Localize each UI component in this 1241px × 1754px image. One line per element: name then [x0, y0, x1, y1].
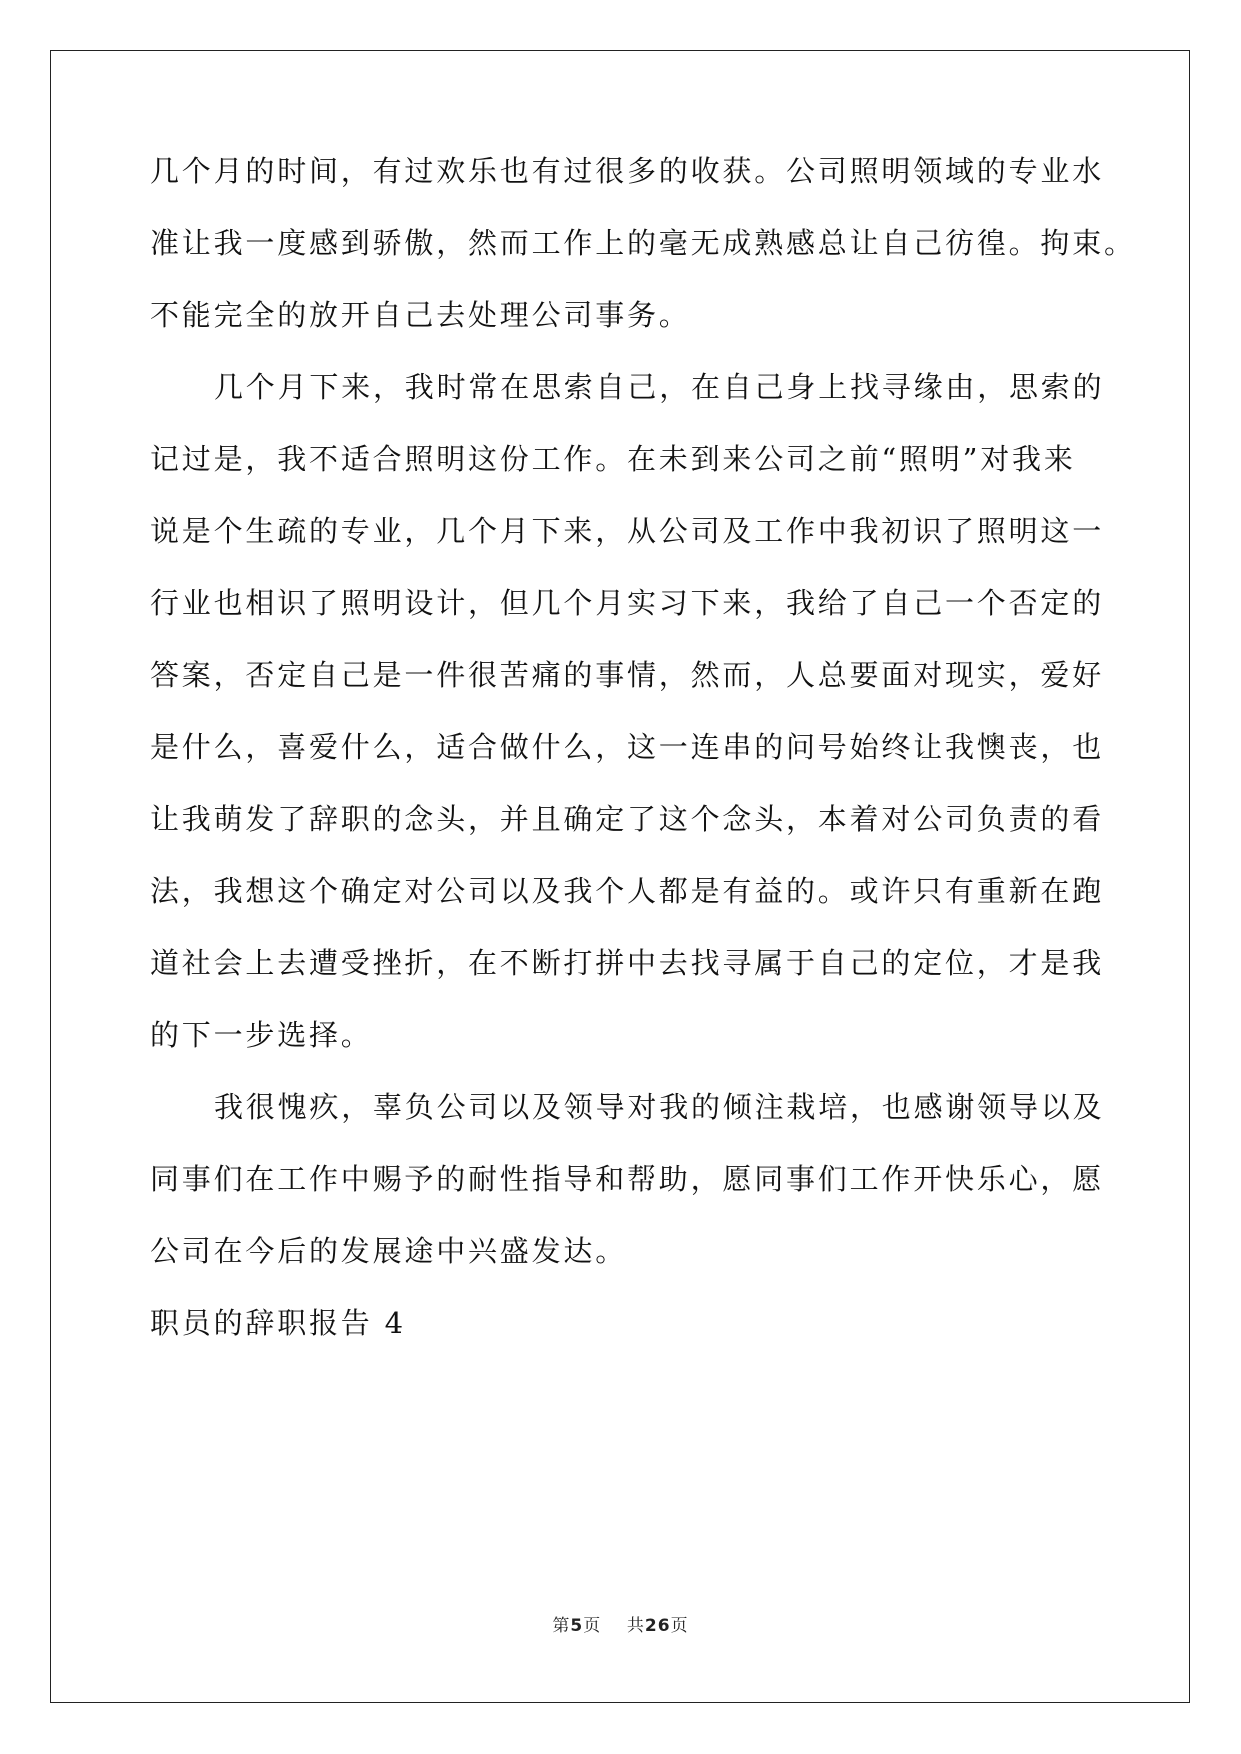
page-suffix: 页 [583, 1616, 602, 1636]
paragraph-line: 不能完全的放开自己去处理公司事务。 [150, 298, 691, 332]
section-heading: 职员的辞职报告 4 [150, 1306, 406, 1340]
paragraph-line: 行业也相识了照明设计，但几个月实习下来，我给了自己一个否定的 [150, 586, 1105, 620]
section-heading-block [150, 1287, 1090, 1359]
paragraph-line: 道社会上去遭受挫折，在不断打拼中去找寻属于自己的定位，才是我 [150, 946, 1105, 980]
paragraph-line: 法，我想这个确定对公司以及我个人都是有益的。或许只有重新在跑 [150, 874, 1105, 908]
paragraph-line: 是什么，喜爱什么，适合做什么，这一连串的问号始终让我懊丧，也 [150, 730, 1105, 764]
paragraph-line: 几个月下来，我时常在思索自己，在自己身上找寻缘由，思索的 [214, 370, 1105, 404]
total-prefix: 共 [626, 1616, 645, 1636]
paragraph-line: 说是个生疏的专业，几个月下来，从公司及工作中我初识了照明这一 [150, 514, 1105, 548]
paragraph-2 [150, 351, 1105, 1071]
paragraph-1 [150, 135, 1136, 351]
paragraph-line: 记过是，我不适合照明这份工作。在未到来公司之前“照明”对我来 [150, 442, 1076, 476]
paragraph-line: 我很愧疚，辜负公司以及领导对我的倾注栽培，也感谢领导以及 [214, 1090, 1105, 1124]
paragraph-line: 几个月的时间，有过欢乐也有过很多的收获。公司照明领域的专业水 [150, 154, 1105, 188]
paragraph-3 [150, 1071, 1105, 1287]
paragraph-line: 同事们在工作中赐予的耐性指导和帮助，愿同事们工作开快乐心，愿 [150, 1162, 1105, 1196]
total-suffix: 页 [670, 1616, 689, 1636]
paragraph-line: 公司在今后的发展途中兴盛发达。 [150, 1234, 628, 1268]
current-page-number: 5 [570, 1616, 584, 1636]
paragraph-line: 的下一步选择。 [150, 1018, 373, 1052]
paragraph-line: 准让我一度感到骄傲，然而工作上的毫无成熟感总让自己彷徨。拘束。 [150, 226, 1136, 260]
page-footer [0, 1611, 1241, 1636]
paragraph-line: 让我萌发了辞职的念头，并且确定了这个念头，本着对公司负责的看 [150, 802, 1105, 836]
total-pages-number: 26 [644, 1616, 671, 1636]
page-prefix: 第 [552, 1616, 571, 1636]
paragraph-line: 答案，否定自己是一件很苦痛的事情，然而，人总要面对现实，爱好 [150, 658, 1105, 692]
